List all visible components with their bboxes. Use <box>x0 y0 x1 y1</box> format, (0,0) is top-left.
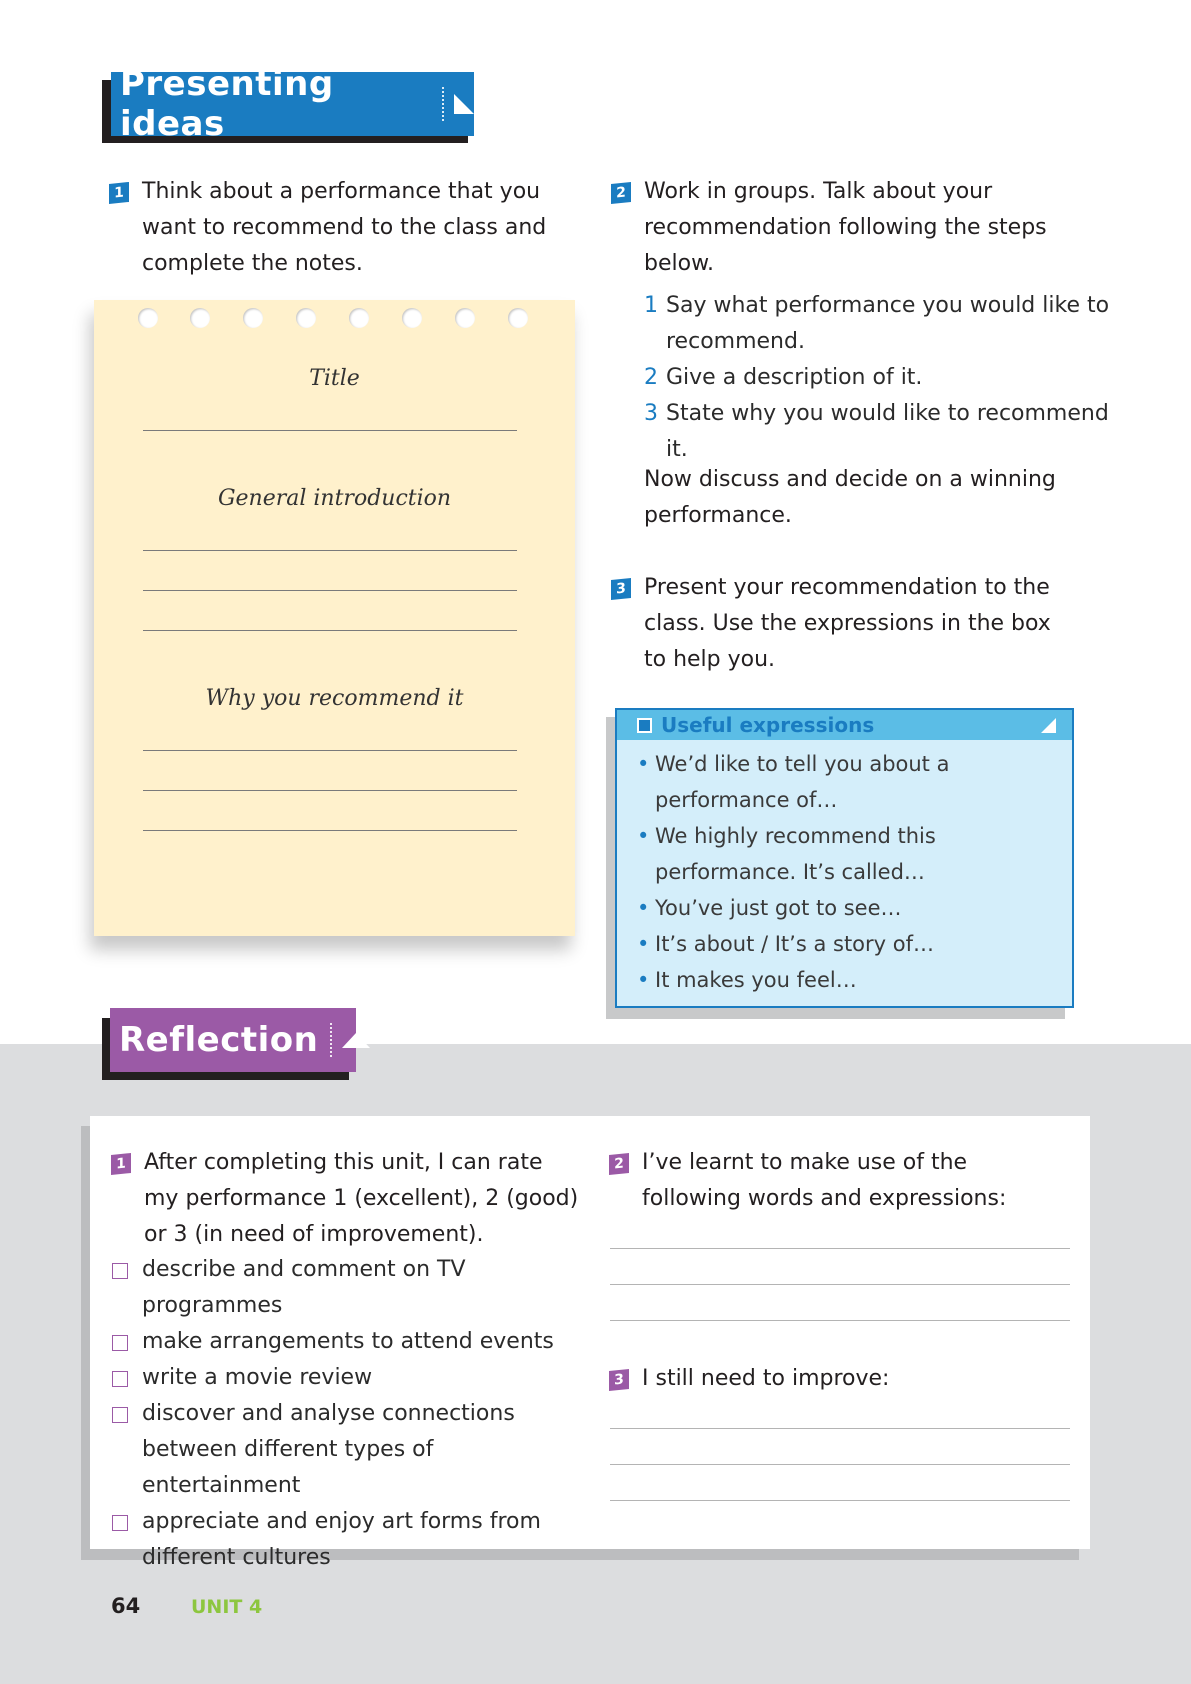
step-number: 2 <box>644 365 658 390</box>
checklist-item[interactable] <box>110 1324 580 1360</box>
writing-line[interactable] <box>143 630 517 631</box>
writing-line[interactable] <box>143 790 517 791</box>
notepad-why-label: Why you recommend it <box>205 686 464 711</box>
answer-line[interactable] <box>610 1464 1070 1465</box>
task-number-badge: 1 <box>109 182 129 204</box>
checklist-text: appreciate and enjoy art forms from different cultures <box>142 1509 541 1570</box>
square-bullet-icon <box>637 718 652 733</box>
task-2-text: Work in groups. Talk about your recommendation following the steps below. <box>644 179 1047 276</box>
question-1-text: After completing this unit, I can rate my performance 1 (excellent), 2 (good) or 3 (in need of improvement). <box>144 1150 579 1247</box>
corner-triangle-icon <box>454 94 474 114</box>
writing-line[interactable] <box>143 430 517 431</box>
corner-triangle-icon <box>1041 718 1056 733</box>
task-3 <box>611 570 1071 678</box>
notepad-hole <box>190 308 210 328</box>
notepad-hole <box>402 308 422 328</box>
page-number: 64 <box>111 1594 141 1618</box>
reflection-question-3 <box>609 1361 1069 1397</box>
task-number-badge: 2 <box>611 182 631 204</box>
notepad <box>94 300 575 936</box>
step-text: Give a description of it. <box>666 365 923 390</box>
notepad-title-label: Title <box>309 366 360 391</box>
question-2-text: I’ve learnt to make use of the following words and expressions: <box>642 1150 1007 1211</box>
checklist-text: make arrangements to attend events <box>142 1329 554 1354</box>
answer-line[interactable] <box>610 1248 1070 1249</box>
step-item <box>644 360 1114 396</box>
task-number-badge: 3 <box>611 578 631 600</box>
steps-list <box>644 288 1114 468</box>
header-divider <box>330 1023 332 1057</box>
step-text: State why you would like to recommend it. <box>666 401 1109 462</box>
checkbox[interactable] <box>112 1335 128 1351</box>
question-number-badge: 2 <box>609 1153 629 1175</box>
task-2-followup <box>644 462 1064 534</box>
up-triangle-icon <box>342 1033 370 1048</box>
checkbox[interactable] <box>112 1407 128 1423</box>
task-3-text: Present your recommendation to the class. Use the expressions in the box to help you. <box>644 575 1051 672</box>
step-text: Say what performance you would like to recommend. <box>666 293 1110 354</box>
expressions-list <box>617 740 1072 998</box>
expression-item: • We’d like to tell you about a performance of… <box>637 746 1062 818</box>
question-number-badge: 1 <box>111 1153 131 1175</box>
checklist-item[interactable] <box>110 1396 580 1504</box>
notepad-hole <box>349 308 369 328</box>
checklist-item[interactable] <box>110 1360 580 1396</box>
notepad-hole <box>455 308 475 328</box>
presenting-ideas-header <box>111 64 474 144</box>
reflection-header <box>110 1008 356 1072</box>
expression-item: • It’s about / It’s a story of… <box>637 926 1062 962</box>
notepad-intro-label: General introduction <box>217 486 452 511</box>
reflection-question-2 <box>609 1145 1069 1217</box>
checkbox[interactable] <box>112 1263 128 1279</box>
writing-line[interactable] <box>143 550 517 551</box>
step-number: 1 <box>644 293 658 318</box>
section-title: Presenting ideas <box>120 64 334 144</box>
checklist-text: write a movie review <box>142 1365 373 1390</box>
checkbox[interactable] <box>112 1371 128 1387</box>
task-1-text: Think about a performance that you want to recommend to the class and complete the notes. <box>142 179 547 276</box>
step-item <box>644 396 1114 468</box>
expression-item: • You’ve just got to see… <box>637 890 1062 926</box>
notepad-hole <box>508 308 528 328</box>
writing-line[interactable] <box>143 830 517 831</box>
checkbox[interactable] <box>112 1515 128 1531</box>
step-item <box>644 288 1114 360</box>
checklist-text: describe and comment on TV programmes <box>142 1257 466 1318</box>
question-3-text: I still need to improve: <box>642 1366 890 1391</box>
notepad-hole <box>138 308 158 328</box>
useful-expressions-box <box>615 708 1074 1008</box>
checklist-item[interactable] <box>110 1252 580 1324</box>
notepad-hole <box>296 308 316 328</box>
task-1 <box>109 174 569 282</box>
writing-line[interactable] <box>143 590 517 591</box>
answer-line[interactable] <box>610 1500 1070 1501</box>
unit-label: UNIT 4 <box>191 1596 263 1618</box>
skills-checklist <box>110 1252 580 1576</box>
notepad-hole <box>243 308 263 328</box>
useful-expressions-title: Useful expressions <box>661 713 875 737</box>
answer-line[interactable] <box>610 1320 1070 1321</box>
checklist-item[interactable] <box>110 1504 580 1576</box>
task-2 <box>611 174 1051 282</box>
followup-text: Now discuss and decide on a winning performance. <box>644 467 1056 528</box>
header-divider <box>442 87 444 121</box>
answer-line[interactable] <box>610 1284 1070 1285</box>
question-number-badge: 3 <box>609 1369 629 1391</box>
reflection-question-1 <box>111 1145 581 1253</box>
expression-item: • It makes you feel… <box>637 962 1062 998</box>
writing-line[interactable] <box>143 750 517 751</box>
expression-item: • We highly recommend this performance. It’s called… <box>637 818 1062 890</box>
section-title: Reflection <box>119 1020 319 1060</box>
useful-expressions-header <box>617 710 1072 740</box>
checklist-text: discover and analyse connections between different types of entertainment <box>142 1401 515 1498</box>
answer-line[interactable] <box>610 1428 1070 1429</box>
step-number: 3 <box>644 401 658 426</box>
